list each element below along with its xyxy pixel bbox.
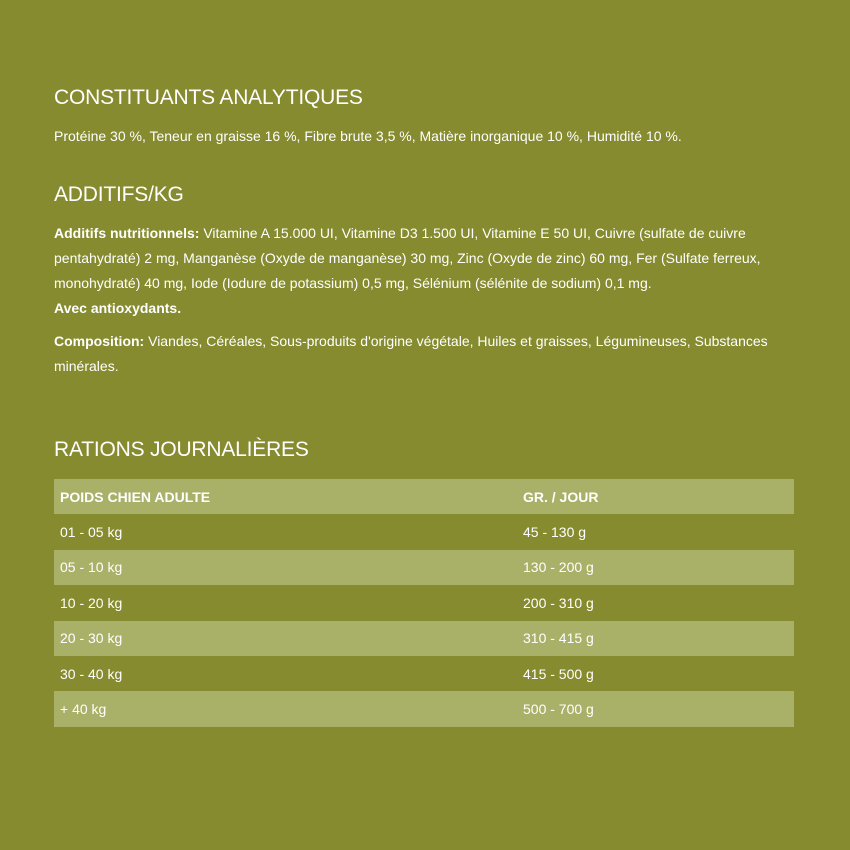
column-header-grams: GR. / JOUR <box>517 479 794 514</box>
nutritional-additives-text: Vitamine A 15.000 UI, Vitamine D3 1.500 UI, Vitamine E 50 UI, Cuivre (sulfate de cuivre pentahydraté) 2 mg, Manganèse (Oxyde de manganèse) 30 mg, Zinc (Oxyde de zinc) 60 mg, Fer (Sulfate ferreux, monohydraté) 40 mg, Iode (Iodure de potassium) 0,5 mg, Sélénium (sélénite de sodium) 0,1 mg. <box>54 225 761 291</box>
weight-cell: 30 - 40 kg <box>60 665 123 682</box>
weight-cell: 01 - 05 kg <box>60 524 123 541</box>
table-row <box>54 514 794 549</box>
weight-cell: 05 - 10 kg <box>54 550 517 585</box>
weight-cell: + 40 kg <box>54 691 517 726</box>
analytical-constituents-text: Protéine 30 %, Teneur en graisse 16 %, Fibre brute 3,5 %, Matière inorganique 10 %, Humidité 10 %. <box>54 128 682 144</box>
table-row <box>54 585 794 620</box>
grams-cell: 45 - 130 g <box>523 524 587 541</box>
section-additives <box>54 182 794 379</box>
grams-cell: 310 - 415 g <box>517 621 794 656</box>
grams-cell: 130 - 200 g <box>517 550 794 585</box>
nutritional-additives-label: Additifs nutritionnels: <box>54 225 200 241</box>
grams-cell: 500 - 700 g <box>517 691 794 726</box>
table-row <box>54 691 794 726</box>
daily-rations-title: RATIONS JOURNALIÈRES <box>54 438 309 461</box>
nutritional-additives-paragraph <box>54 221 794 321</box>
weight-cell: 10 - 20 kg <box>60 594 123 611</box>
composition-paragraph <box>54 329 794 379</box>
grams-cell: 200 - 310 g <box>523 594 594 611</box>
section-daily-rations <box>54 437 794 727</box>
table-row <box>54 656 794 691</box>
antioxidants-note: Avec antioxydants. <box>54 300 182 316</box>
grams-cell: 415 - 500 g <box>523 665 594 682</box>
column-header-weight: POIDS CHIEN ADULTE <box>54 479 517 514</box>
table-row <box>54 621 794 656</box>
analytical-constituents-title: CONSTITUANTS ANALYTIQUES <box>54 86 363 109</box>
weight-cell: 20 - 30 kg <box>54 621 517 656</box>
section-analytical-constituents <box>54 85 794 149</box>
additives-title: ADDITIFS/KG <box>54 183 184 206</box>
daily-rations-table <box>54 479 794 727</box>
composition-text: Viandes, Céréales, Sous-produits d'origine végétale, Huiles et graisses, Légumineuses, Substances minérales. <box>54 333 768 374</box>
composition-label: Composition: <box>54 333 145 349</box>
table-row <box>54 550 794 585</box>
table-header-row <box>54 479 794 514</box>
